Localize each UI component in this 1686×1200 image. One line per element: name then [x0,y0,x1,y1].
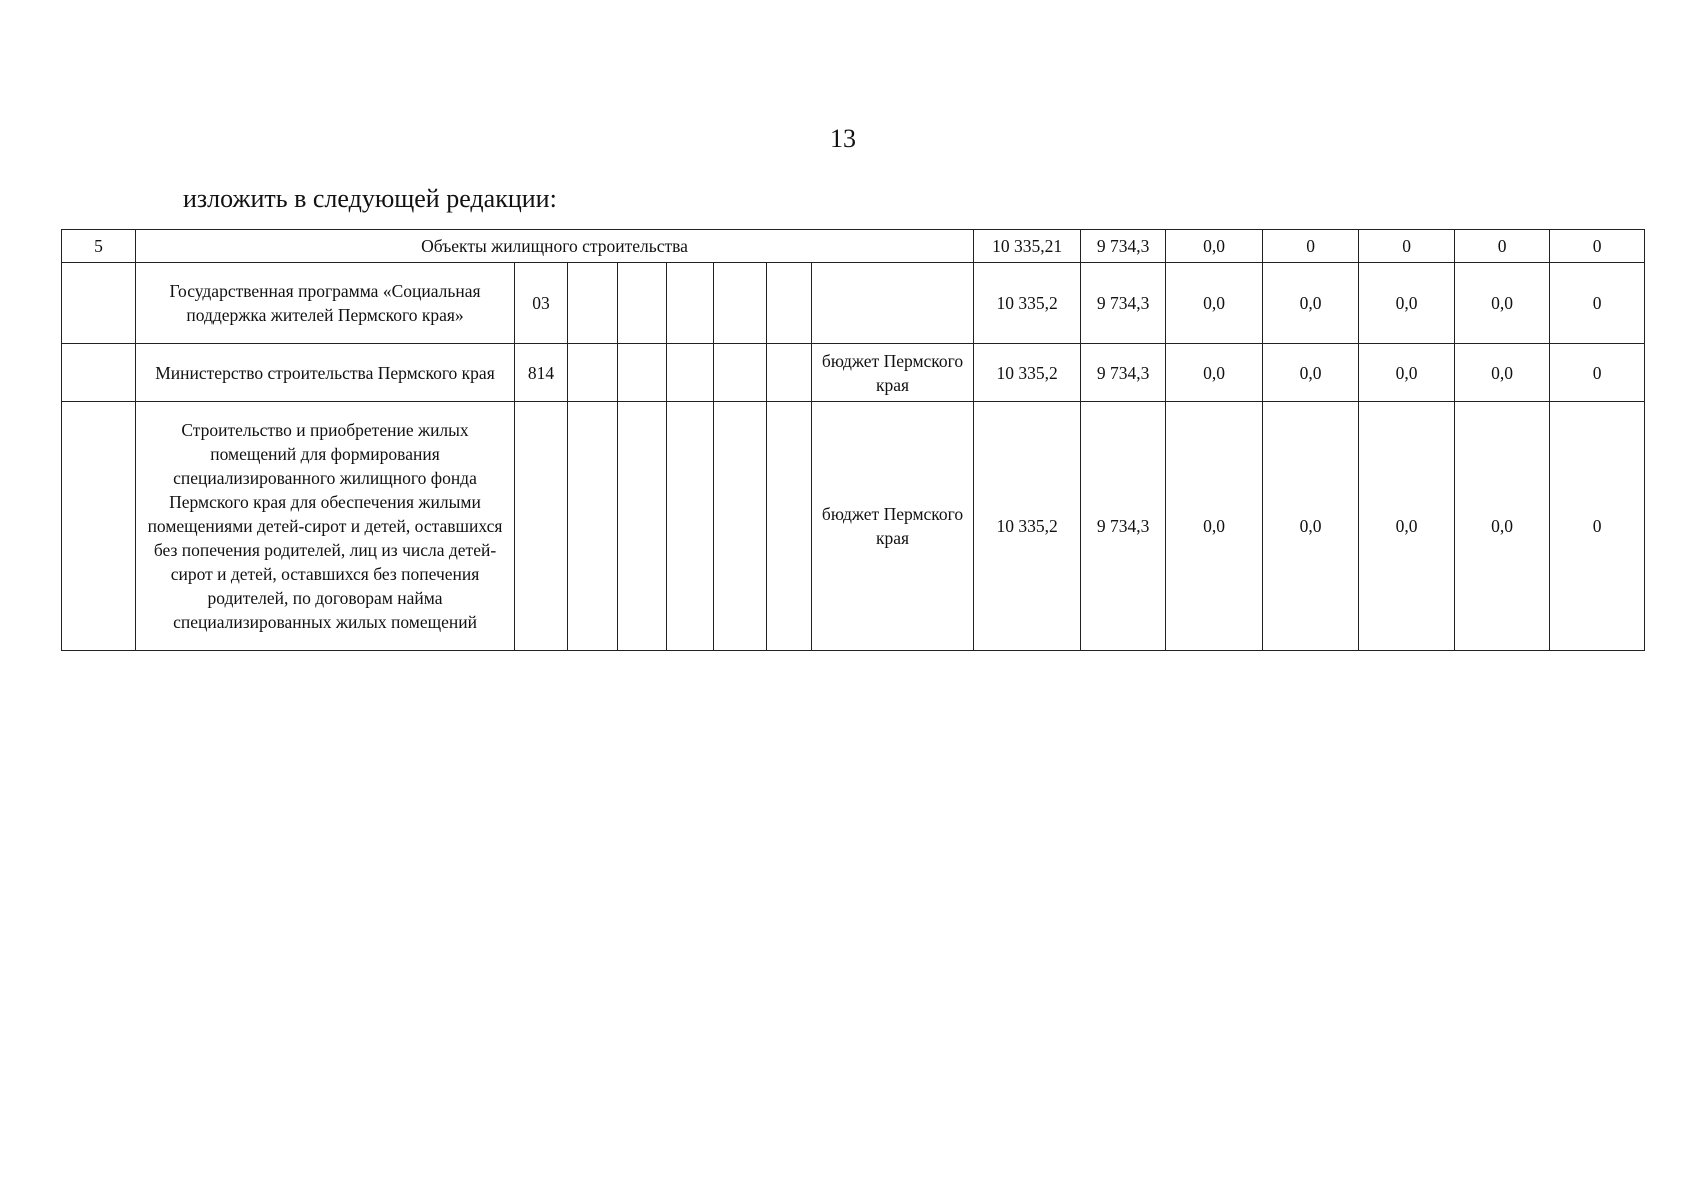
budget-table [61,229,1645,651]
ministry-name-cell: Министерство строительства Пермского края [136,344,515,402]
total-row [62,230,1645,263]
value-cell: 0,0 [1166,263,1263,344]
value-cell: 0 [1263,230,1359,263]
value-cell: 0,0 [1455,344,1550,402]
value-cell: 0,0 [1263,263,1359,344]
empty-cell [62,344,136,402]
value-cell: 0,0 [1263,402,1359,651]
value-cell: 0 [1550,263,1645,344]
value-cell: 0 [1359,230,1455,263]
value-cell: 0 [1550,230,1645,263]
source-cell [812,263,974,344]
empty-cell [568,263,618,344]
source-cell: бюджет Пермского края [812,344,974,402]
value-cell: 10 335,2 [974,402,1081,651]
value-cell: 10 335,21 [974,230,1081,263]
value-cell: 0,0 [1359,344,1455,402]
source-cell: бюджет Пермского края [812,402,974,651]
ministry-row [62,344,1645,402]
code-cell: 03 [515,263,568,344]
value-cell: 0,0 [1455,263,1550,344]
empty-cell [767,263,812,344]
intro-text: изложить в следующей редакции: [183,184,557,213]
empty-cell [62,402,136,651]
empty-cell [714,402,767,651]
page-number: 13 [830,124,856,153]
empty-cell [568,402,618,651]
value-cell: 0,0 [1263,344,1359,402]
row-number-cell: 5 [62,230,136,263]
empty-cell [568,344,618,402]
empty-cell [714,344,767,402]
value-cell: 0 [1550,344,1645,402]
value-cell: 0,0 [1359,402,1455,651]
value-cell: 9 734,3 [1081,230,1166,263]
code-cell [515,402,568,651]
value-cell: 0,0 [1359,263,1455,344]
empty-cell [62,263,136,344]
empty-cell [767,344,812,402]
program-row [62,263,1645,344]
value-cell: 0,0 [1166,344,1263,402]
activity-name-cell: Строительство и приобретение жилых помещений для формирования специализированного жилищного фонда Пермского края для обеспечения жилыми помещениями детей-сирот и детей, оставшихся без попечения родителей, лиц из числа детей-сирот и детей, оставшихся без попечения родителей, по договорам найма специализированных жилых помещений [136,402,515,651]
value-cell: 0,0 [1455,402,1550,651]
value-cell: 0,0 [1166,230,1263,263]
value-cell: 10 335,2 [974,344,1081,402]
empty-cell [667,344,714,402]
empty-cell [767,402,812,651]
value-cell: 9 734,3 [1081,344,1166,402]
empty-cell [618,263,667,344]
value-cell: 9 734,3 [1081,402,1166,651]
value-cell: 9 734,3 [1081,263,1166,344]
empty-cell [667,263,714,344]
empty-cell [618,344,667,402]
value-cell: 0 [1550,402,1645,651]
empty-cell [714,263,767,344]
empty-cell [618,402,667,651]
value-cell: 0 [1455,230,1550,263]
program-name-cell: Государственная программа «Социальная поддержка жителей Пермского края» [136,263,515,344]
code-cell: 814 [515,344,568,402]
value-cell: 0,0 [1166,402,1263,651]
activity-row [62,402,1645,651]
value-cell: 10 335,2 [974,263,1081,344]
total-name-cell: Объекты жилищного строительства [136,230,974,263]
empty-cell [667,402,714,651]
